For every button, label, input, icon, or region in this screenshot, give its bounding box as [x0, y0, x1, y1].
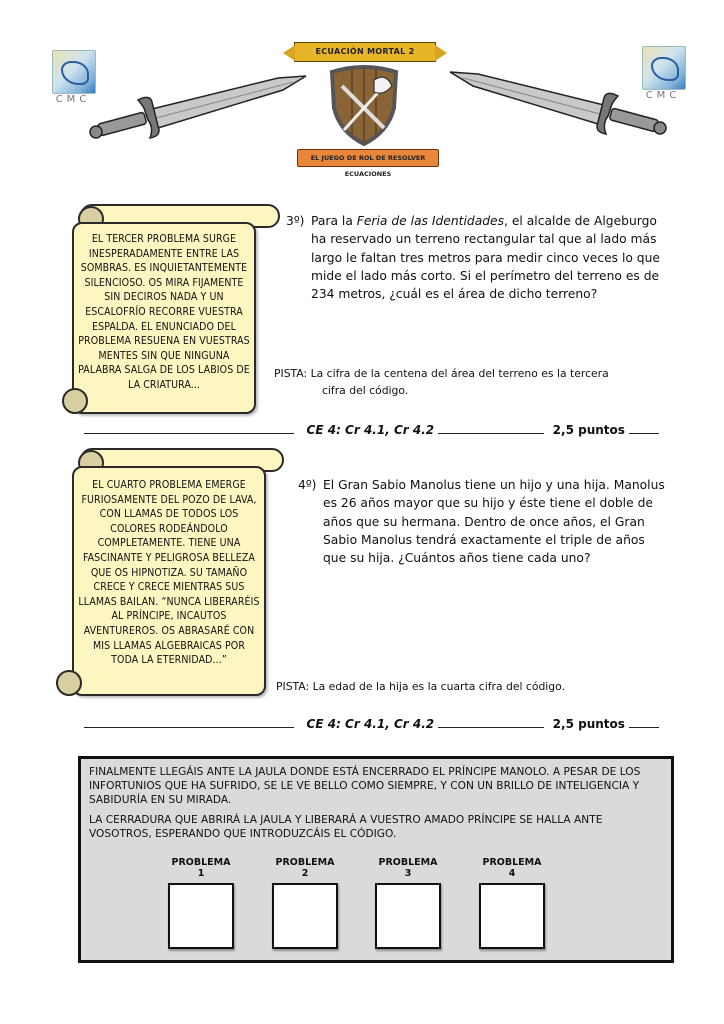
logo-image-icon: [642, 46, 686, 90]
hint-label: PISTA:: [276, 680, 310, 693]
points: 2,5 puntos: [552, 423, 625, 437]
code-input-box[interactable]: [168, 883, 234, 949]
final-narrative: [81, 759, 671, 841]
points: 2,5 puntos: [552, 717, 625, 731]
scroll-body: [72, 466, 266, 696]
problem-4-statement: 4º) El Gran Sabio Manolus tiene un hijo y una hija. Manolus es 26 años mayor que su hijo y éste tiene el doble de años que su hermana. Dentro de once años, el Gran Sabio Manolus tendrá exactamente el triple de años que su hija. ¿Cuántos años tiene cada uno?: [298, 478, 665, 566]
logo-caption: CMC: [55, 94, 91, 105]
blank-line: [84, 423, 294, 434]
cmc-logo-right: [642, 46, 684, 102]
fair-name: Feria de las Identidades: [356, 214, 505, 228]
code-input-box[interactable]: [375, 883, 441, 949]
score-blank[interactable]: [629, 423, 659, 434]
problem-3-grading-line: [84, 423, 659, 437]
code-slot-4: [478, 857, 546, 949]
code-label: PROBLEMA 1: [171, 857, 231, 879]
problem-4-grading-line: [84, 717, 659, 731]
sword-left-icon: [78, 70, 308, 140]
title-banner: ECUACIÓN MORTAL 2: [294, 42, 436, 62]
scroll-curl-icon: [62, 388, 88, 414]
code-input-box[interactable]: [272, 883, 338, 949]
code-slot-2: [271, 857, 339, 949]
final-paragraph-1: FINALMENTE LLEGÁIS ANTE LA JAULA DONDE ESTÁ ENCERRADO EL PRÍNCIPE MANOLO. A PESAR DE LOS INFORTUNIOS QUE HA SUFRIDO, SE LE VE BELLO COMO SIEMPRE, Y CON UN BRILLO DE INTELIGENCIA Y SABIDURÍA EN SU MIRADA.: [89, 766, 641, 807]
code-label: PROBLEMA 2: [275, 857, 335, 879]
problem-3-hint: PISTA: La cifra de la centena del área del terreno es la tercera cifra del código.: [274, 367, 609, 397]
problem-number: 3º): [286, 214, 305, 228]
code-label: PROBLEMA 3: [378, 857, 438, 879]
criteria: CE 4: Cr 4.1, Cr 4.2: [306, 423, 435, 437]
logo-caption: CMC: [645, 90, 681, 101]
problem-3-statement: 3º) Para la Feria de las Identidades, el alcalde de Algeburgo ha reservado un terreno rectangular tal que al lado más largo le faltan tres metros para medir cinco veces lo que mide el lado más corto. Si el perímetro del terreno es de 234 metros, ¿cuál es el área de dicho terreno?: [286, 214, 660, 302]
criteria: CE 4: Cr 4.1, Cr 4.2: [306, 717, 435, 731]
scroll-narrative: EL TERCER PROBLEMA SURGE INESPERADAMENTE ENTRE LAS SOMBRAS. ES INQUIETANTEMENTE SILENCIOSO. OS MIRA FIJAMENTE SIN DECIROS NADA Y UN ESCALOFRÍO RECORRE VUESTRA ESPALDA. EL ENUNCIADO DEL PROBLEMA RESUENA EN VUESTRAS MENTES SIN QUE NINGUNA PALABRA SALGA DE LOS LABIOS DE LA CRIATURA...: [78, 233, 250, 391]
problem-4-hint: PISTA: La edad de la hija es la cuarta cifra del código.: [276, 680, 566, 693]
code-label: PROBLEMA 4: [482, 857, 542, 879]
code-input-box[interactable]: [479, 883, 545, 949]
code-slot-3: [374, 857, 442, 949]
code-slot-1: [167, 857, 235, 949]
subtitle-banner: EL JUEGO DE ROL DE RESOLVER ECUACIONES: [297, 149, 439, 167]
blank-line: [438, 423, 544, 434]
final-paragraph-2: LA CERRADURA QUE ABRIRÁ LA JAULA Y LIBERARÁ A VUESTRO AMADO PRÍNCIPE SE HALLA ANTE VOSOTROS, ESPERANDO QUE INTRODUZCÁIS EL CÓDIGO.: [89, 813, 603, 840]
hint-label: PISTA:: [274, 367, 308, 380]
shield-axe-sword-icon: [328, 62, 400, 146]
scroll-narrative: EL CUARTO PROBLEMA EMERGE FURIOSAMENTE DEL POZO DE LAVA, CON LLAMAS DE TODOS LOS COLORES RODEÁNDOLO COMPLETAMENTE. TIENE UNA FASCINANTE Y PELIGROSA BELLEZA QUE OS HIPNOTIZA. SU TAMAÑO CRECE Y CRECE MIENTRAS SUS LLAMAS BAILAN. “NUNCA LIBERARÉIS AL PRÍNCIPE, INCAUTOS AVENTUREROS. OS ABRASARÉ CON MIS LLAMAS ALGEBRAICAS POR TODA LA ETERNIDAD...”: [78, 479, 260, 667]
final-code-panel: [78, 756, 674, 963]
score-blank[interactable]: [629, 717, 659, 728]
blank-line: [438, 717, 544, 728]
scroll-problem-3: [62, 204, 278, 416]
problem-number: 4º): [298, 478, 317, 492]
scroll-problem-4: [52, 448, 284, 698]
scroll-body: [72, 222, 256, 414]
blank-line: [84, 717, 294, 728]
scroll-curl-icon: [56, 670, 82, 696]
